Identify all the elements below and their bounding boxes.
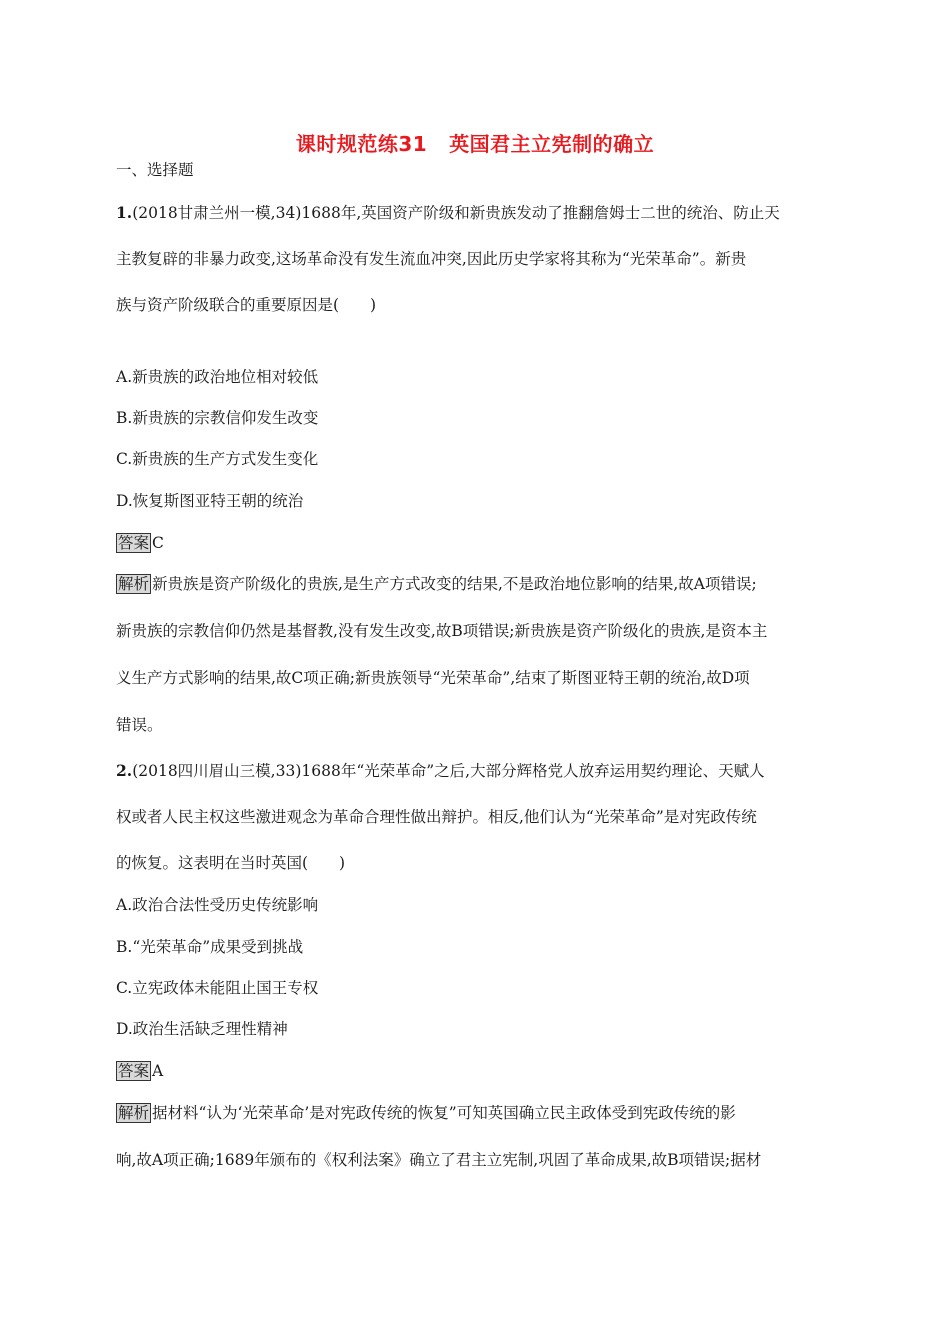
question-1-analysis-line-1 bbox=[116, 574, 757, 594]
question-2-analysis-line-2: 响,故A项正确;1689年颁布的《权利法案》确立了君主立宪制,巩固了革命成果,故B项错误;据材 bbox=[116, 1151, 762, 1169]
section-heading: 一、选择题 bbox=[116, 161, 194, 179]
question-1-option-b: B.新贵族的宗教信仰发生改变 bbox=[116, 409, 319, 427]
question-1-option-a: A.新贵族的政治地位相对较低 bbox=[116, 368, 319, 386]
page-title bbox=[0, 128, 950, 157]
question-1-option-c: C.新贵族的生产方式发生变化 bbox=[116, 450, 319, 468]
answer-value: A bbox=[152, 1062, 164, 1080]
question-1-text-1: (2018甘肃兰州一模,34)1688年,英国资产阶级和新贵族发动了推翻詹姆士二世的统治、防止天 bbox=[132, 204, 780, 222]
question-1-option-d: D.恢复斯图亚特王朝的统治 bbox=[116, 492, 304, 510]
question-2-option-b: B.“光荣革命”成果受到挑战 bbox=[116, 938, 304, 956]
question-1-line-3: 族与资产阶级联合的重要原因是( ) bbox=[116, 296, 377, 314]
answer-label: 答案 bbox=[118, 534, 150, 552]
question-2-option-c: C.立宪政体未能阻止国王专权 bbox=[116, 979, 319, 997]
question-2-line-2: 权或者人民主权这些激进观念为革命合理性做出辩护。相反,他们认为“光荣革命”是对宪政传统 bbox=[116, 808, 757, 826]
analysis-label: 解析 bbox=[118, 1104, 150, 1122]
question-2-text-1: (2018四川眉山三模,33)1688年“光荣革命”之后,大部分辉格党人放弃运用契约理论、天赋人 bbox=[132, 762, 765, 780]
title-part-1: 课时规范练31 bbox=[295, 132, 428, 156]
question-1-answer bbox=[116, 533, 164, 553]
question-2-option-d: D.政治生活缺乏理性精神 bbox=[116, 1020, 288, 1038]
analysis-label: 解析 bbox=[118, 575, 150, 593]
question-1-line-1 bbox=[116, 203, 780, 223]
question-1-analysis-line-3: 义生产方式影响的结果,故C项正确;新贵族领导“光荣革命”,结束了斯图亚特王朝的统治,故D项 bbox=[116, 669, 750, 687]
question-1-number: 1. bbox=[116, 203, 133, 222]
question-1-analysis-line-4: 错误。 bbox=[116, 716, 163, 734]
question-2-answer bbox=[116, 1061, 163, 1081]
question-1-line-2: 主教复辟的非暴力政变,这场革命没有发生流血冲突,因此历史学家将其称为“光荣革命”。新贵 bbox=[116, 250, 747, 268]
analysis-text: 新贵族是资产阶级化的贵族,是生产方式改变的结果,不是政治地位影响的结果,故A项错误; bbox=[152, 575, 757, 593]
question-2-number: 2. bbox=[116, 761, 133, 780]
question-2-line-3: 的恢复。这表明在当时英国( ) bbox=[116, 854, 346, 872]
analysis-text: 据材料“认为‘光荣革命’是对宪政传统的恢复”可知英国确立民主政体受到宪政传统的影 bbox=[152, 1104, 736, 1122]
title-part-2: 英国君主立宪制的确立 bbox=[449, 132, 655, 156]
question-2-option-a: A.政治合法性受历史传统影响 bbox=[116, 896, 319, 914]
answer-label: 答案 bbox=[118, 1062, 150, 1080]
question-2-line-1 bbox=[116, 761, 765, 781]
question-2-analysis-line-1 bbox=[116, 1103, 736, 1123]
answer-value: C bbox=[152, 534, 164, 552]
question-1-analysis-line-2: 新贵族的宗教信仰仍然是基督教,没有发生改变,故B项错误;新贵族是资产阶级化的贵族,是资本主 bbox=[116, 622, 768, 640]
